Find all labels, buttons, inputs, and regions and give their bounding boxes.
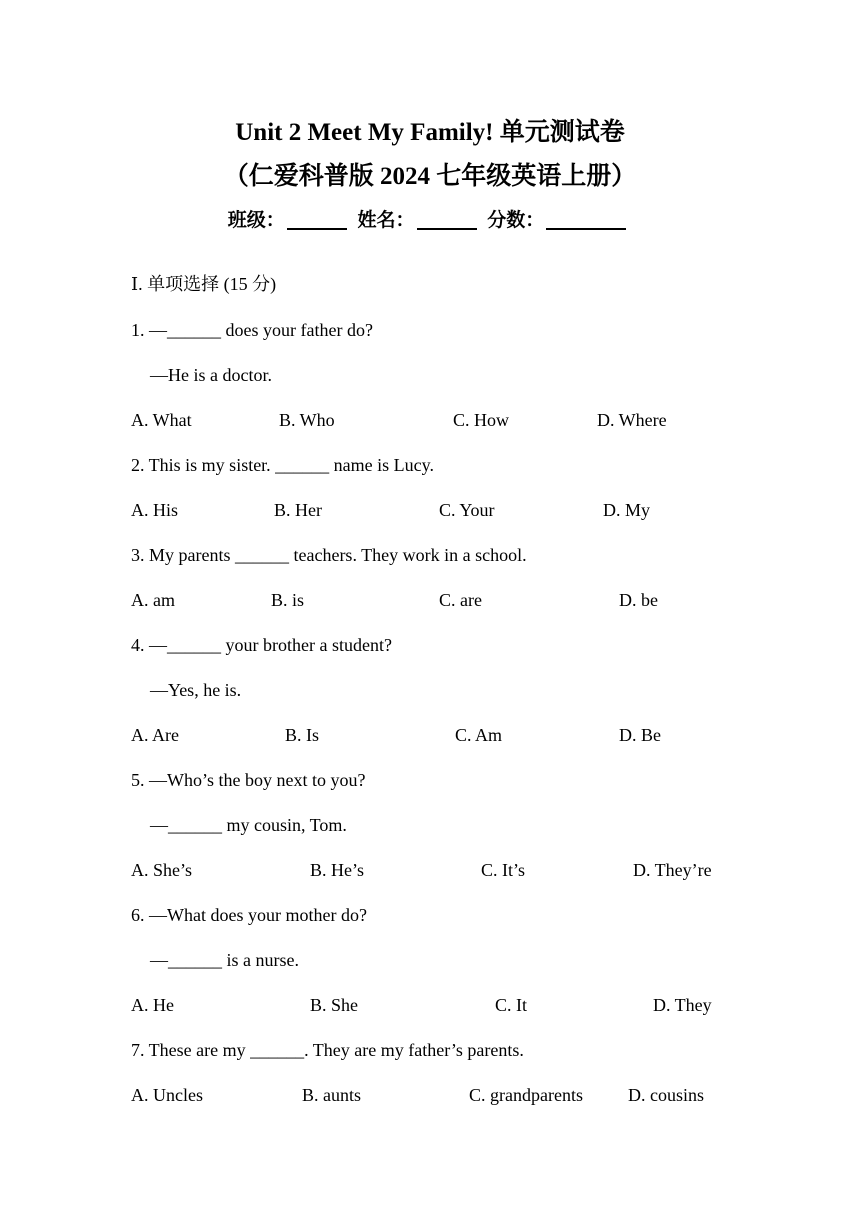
- option-b[interactable]: B. aunts: [302, 1085, 362, 1105]
- option-a[interactable]: A. He: [131, 995, 174, 1015]
- option-b[interactable]: B. She: [310, 995, 359, 1015]
- option-c[interactable]: C. grandparents: [469, 1085, 583, 1105]
- class-label: 班级：: [227, 210, 285, 231]
- question-reply: —______ is a nurse.: [150, 950, 299, 970]
- student-info-line: [0, 205, 860, 232]
- question-stem: 7. These are my ______. They are my father’s parents.: [131, 1040, 524, 1060]
- option-b[interactable]: B. Is: [285, 725, 320, 745]
- option-d[interactable]: D. be: [619, 590, 658, 610]
- question-reply: —______ my cousin, Tom.: [150, 815, 347, 835]
- question-stem: 6. —What does your mother do?: [131, 905, 367, 925]
- title-line-1: Unit 2 Meet My Family! 单元测试卷: [235, 119, 625, 146]
- option-c[interactable]: C. How: [453, 410, 510, 430]
- name-blank[interactable]: [417, 208, 477, 230]
- class-blank[interactable]: [287, 208, 347, 230]
- question-stem: 2. This is my sister. ______ name is Lucy.: [131, 455, 434, 475]
- option-d[interactable]: D. They: [653, 995, 712, 1015]
- option-c[interactable]: C. It’s: [481, 860, 526, 880]
- question-stem: 5. —Who’s the boy next to you?: [131, 770, 366, 790]
- question-stem: 4. —______ your brother a student?: [131, 635, 392, 655]
- option-a[interactable]: A. Are: [131, 725, 179, 745]
- question-stem: 3. My parents ______ teachers. They work in a school.: [131, 545, 527, 565]
- option-d[interactable]: D. Where: [597, 410, 667, 430]
- question-reply: —Yes, he is.: [150, 680, 242, 700]
- option-d[interactable]: D. cousins: [628, 1085, 704, 1105]
- option-c[interactable]: C. Am: [455, 725, 503, 745]
- question-stem: 1. —______ does your father do?: [131, 320, 373, 340]
- score-label: 分数：: [487, 210, 545, 231]
- option-c[interactable]: C. are: [439, 590, 482, 610]
- option-b[interactable]: B. Her: [274, 500, 322, 520]
- option-a[interactable]: A. His: [131, 500, 179, 520]
- option-b[interactable]: B. Who: [279, 410, 335, 430]
- title-line-2: （仁爱科普版 2024 七年级英语上册）: [223, 163, 637, 190]
- option-a[interactable]: A. am: [131, 590, 175, 610]
- option-a[interactable]: A. She’s: [131, 860, 193, 880]
- option-a[interactable]: A. Uncles: [131, 1085, 203, 1105]
- question-reply: —He is a doctor.: [150, 365, 272, 385]
- option-d[interactable]: D. They’re: [633, 860, 712, 880]
- option-c[interactable]: C. Your: [439, 500, 495, 520]
- option-d[interactable]: D. Be: [619, 725, 661, 745]
- score-blank[interactable]: [546, 208, 626, 230]
- section-heading: Ⅰ. 单项选择 (15 分): [131, 274, 277, 294]
- option-b[interactable]: B. is: [271, 590, 305, 610]
- name-label: 姓名：: [357, 210, 415, 231]
- option-d[interactable]: D. My: [603, 500, 651, 520]
- option-b[interactable]: B. He’s: [310, 860, 364, 880]
- option-a[interactable]: A. What: [131, 410, 192, 430]
- option-c[interactable]: C. It: [495, 995, 528, 1015]
